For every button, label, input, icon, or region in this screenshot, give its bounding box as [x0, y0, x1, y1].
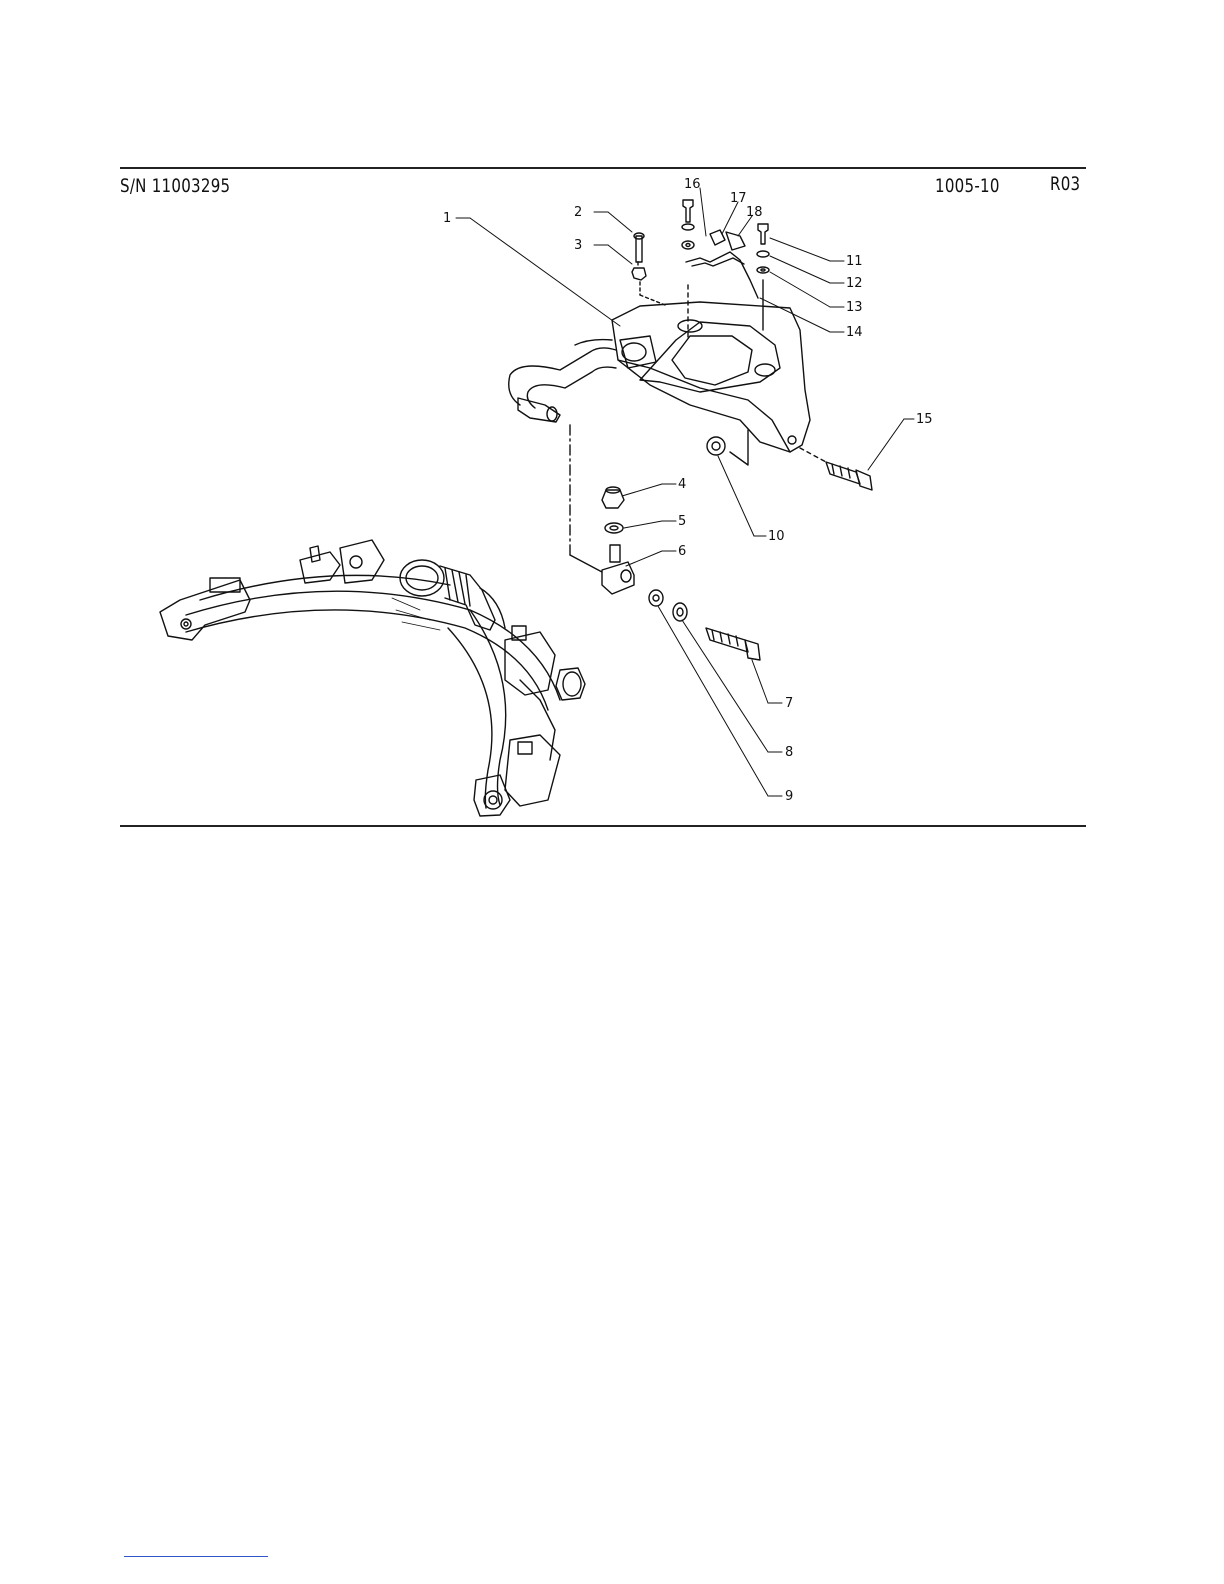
callout-16: 16 [684, 177, 701, 192]
callout-11: 11 [846, 254, 863, 269]
callout-6: 6 [678, 544, 687, 559]
callout-3: 3 [574, 238, 583, 253]
callout-17: 17 [730, 191, 747, 206]
fasteners-11-12-13 [757, 224, 769, 330]
callout-8: 8 [785, 745, 794, 760]
callout-18: 18 [746, 205, 763, 220]
callout-5: 5 [678, 514, 687, 529]
callout-1: 1 [443, 211, 452, 226]
callout-9: 9 [785, 789, 794, 804]
callout-4: 4 [678, 477, 687, 492]
page-code: 1005-10 [935, 175, 1000, 197]
frame-assembly-drawing [160, 540, 585, 816]
mounting-arm-drawing [509, 302, 810, 452]
revision-code: R03 [1050, 173, 1081, 195]
callout-10: 10 [768, 529, 785, 544]
callout-15: 15 [916, 412, 933, 427]
callout-7: 7 [785, 696, 794, 711]
footer-link-underline [124, 1556, 268, 1557]
callout-14: 14 [846, 325, 863, 340]
fasteners-2-3 [632, 233, 665, 305]
fasteners-16-17-18 [682, 200, 758, 340]
bolt-15 [800, 448, 872, 490]
hitch-parts-4-5-6 [570, 425, 634, 594]
bolt-7-washers-8-9 [649, 590, 760, 660]
callout-12: 12 [846, 276, 863, 291]
bottom-rule [120, 825, 1086, 827]
serial-number: S/N 11003295 [120, 175, 231, 197]
callout-2: 2 [574, 205, 583, 220]
nut-10 [707, 430, 748, 465]
callout-13: 13 [846, 300, 863, 315]
